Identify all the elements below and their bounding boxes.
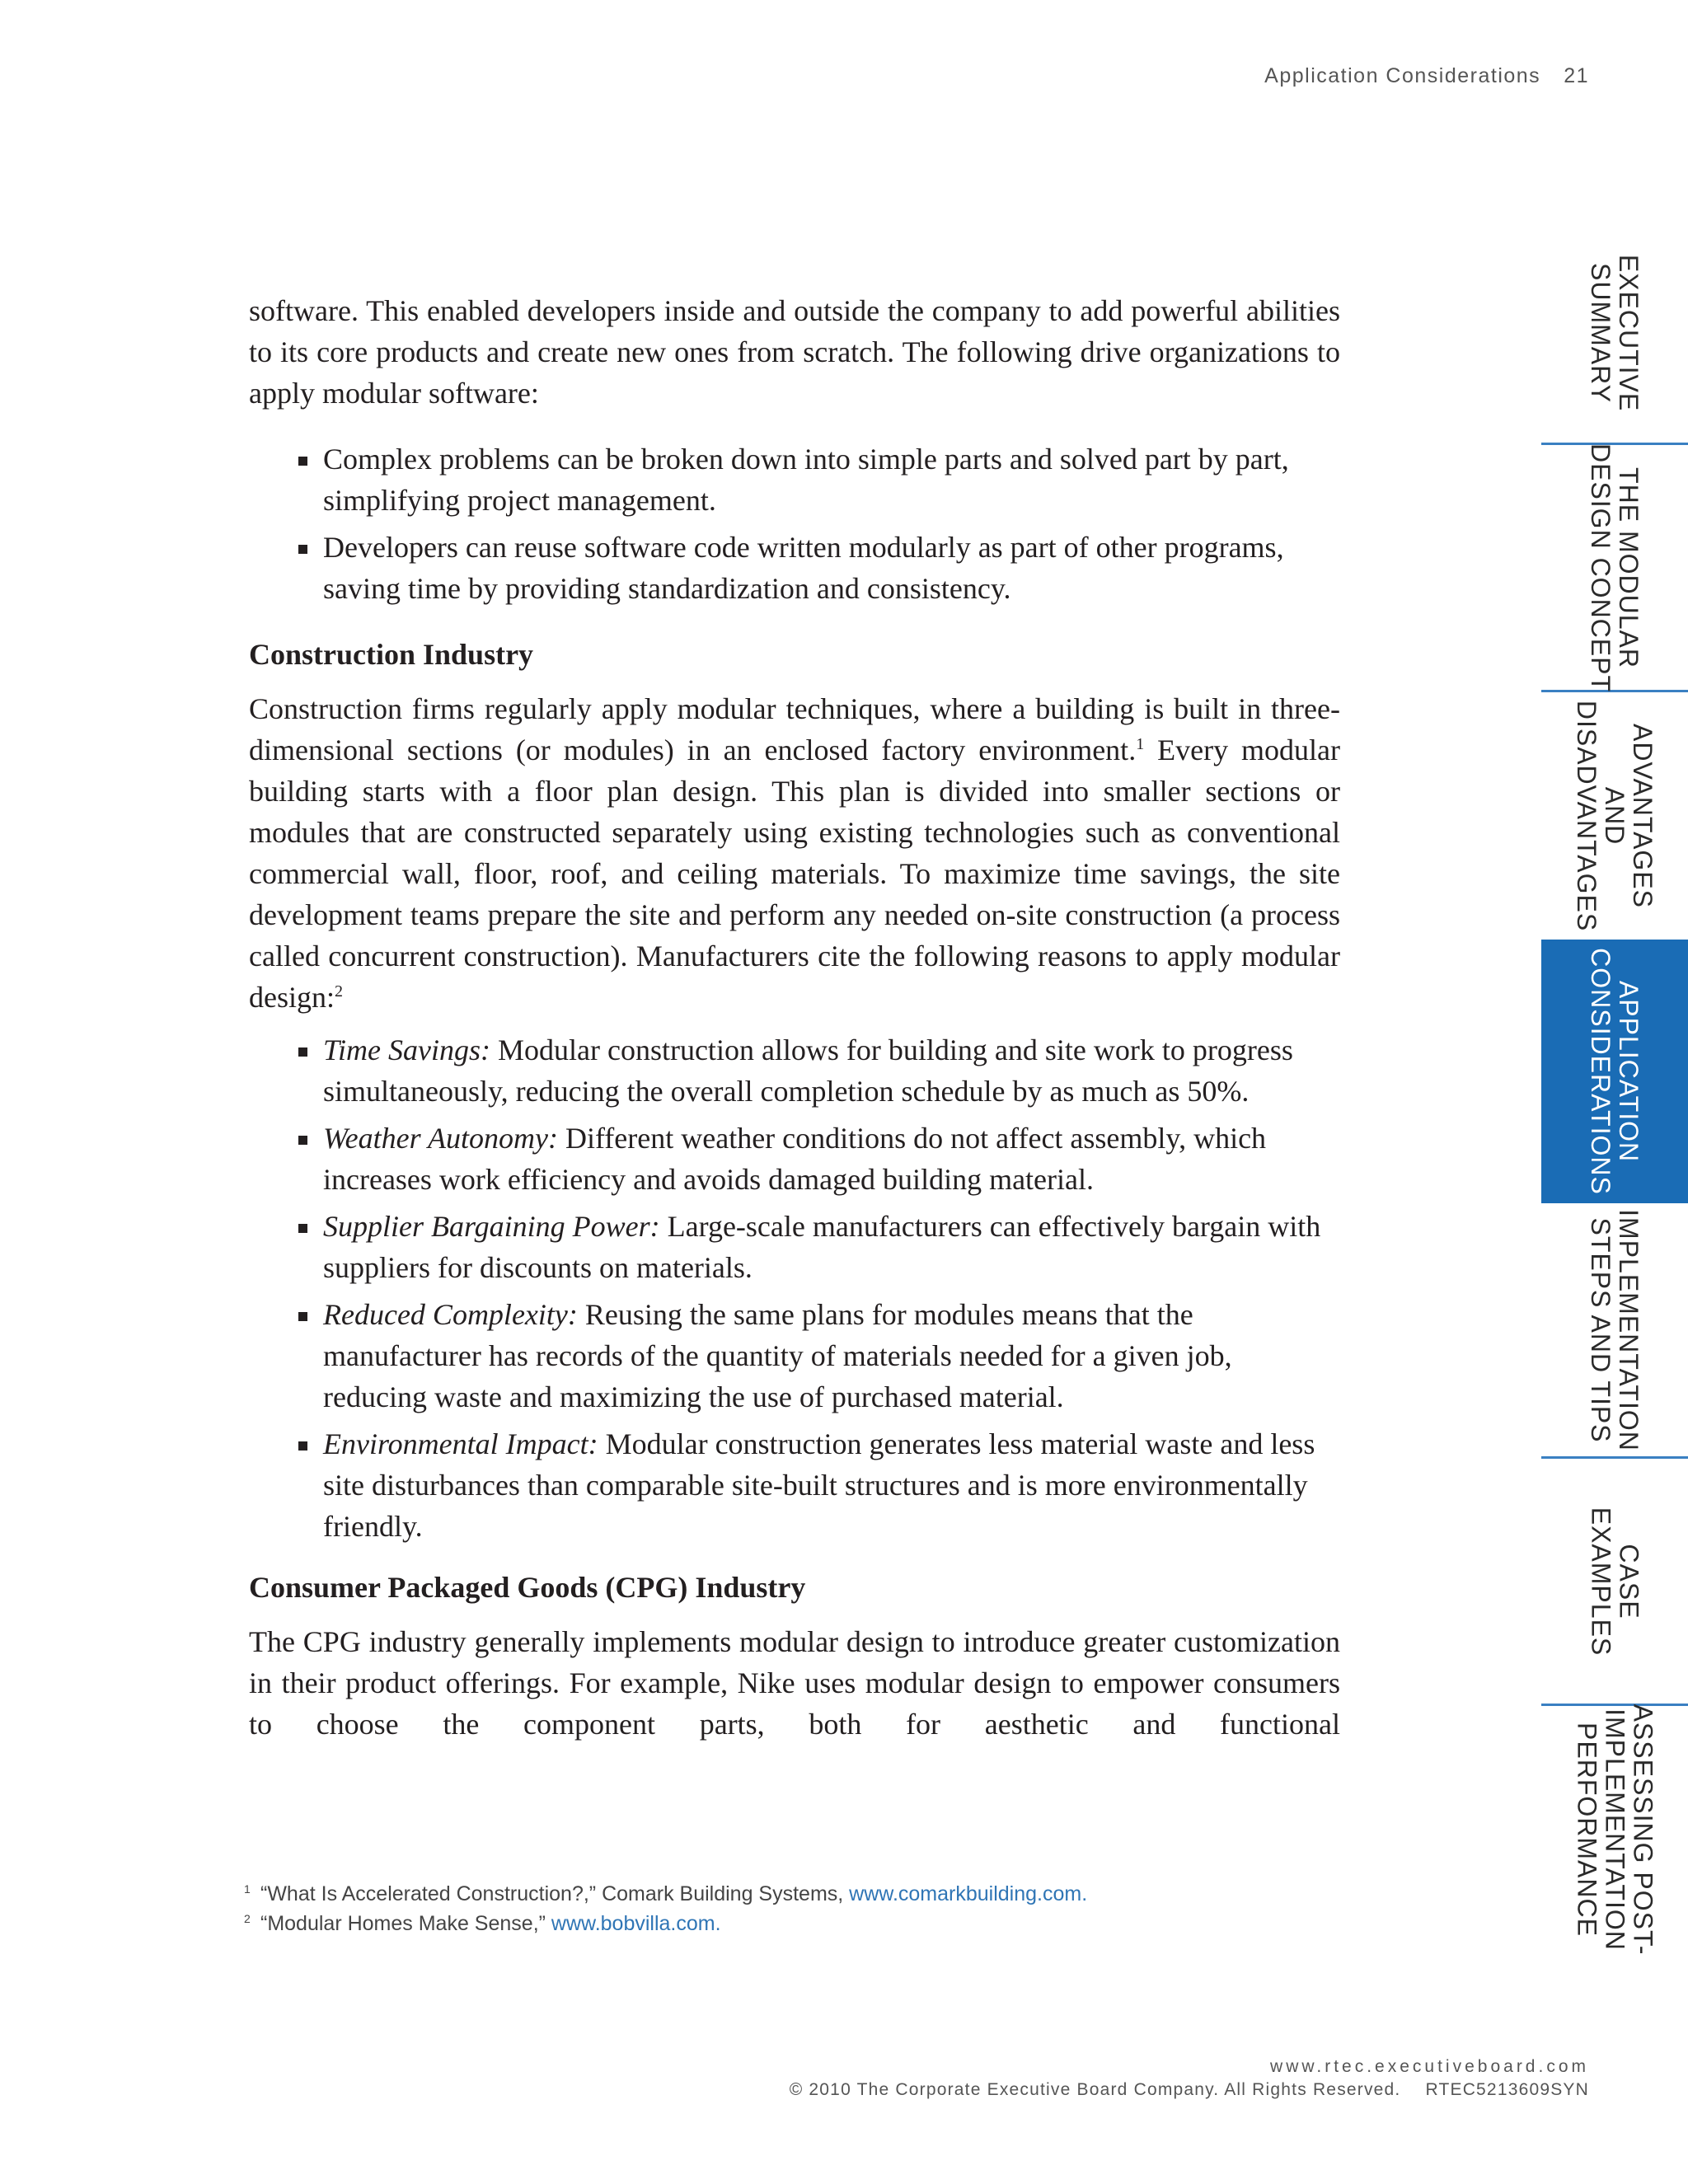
footer-copyright: © 2010 The Corporate Executive Board Company. All Rights Reserved. [789,2080,1401,2099]
bullet-term: Weather Autonomy: [323,1122,558,1155]
footnote-text: “Modular Homes Make Sense,” [260,1912,551,1935]
tab-label: APPLICATION CONSIDERATIONS [1586,948,1643,1195]
bullet-text: Large-scale manufacturers can effectively bargain with suppliers for discounts on materials. [323,1210,1321,1284]
bullet-text: Modular construction allows for building and site work to progress simultaneously, reducing the overall completion schedule by as much as 50%. [323,1033,1293,1108]
sidenav-tab-advantages-disadvantages[interactable] [1541,692,1688,940]
page-footer [790,2055,1589,2102]
intro-paragraph: software. This enabled developers inside and outside the company to add powerful abilities to its core products and create new ones from scratch. The following drive organizations to apply modular software: [249,294,1340,410]
software-reasons-list [249,438,1340,609]
sidenav-tab-implementation-steps[interactable] [1541,1203,1688,1459]
footnote-link[interactable]: www.bobvilla.com. [551,1912,721,1935]
footnote-number: 1 [244,1882,251,1896]
list-item: Developers can reuse software code written modularly as part of other programs, saving time by providing standardization and consistency. [323,527,1340,609]
list-item: Complex problems can be broken down into simple parts and solved part by part, simplifying project management. [323,438,1340,521]
footnote [244,1879,1365,1909]
tab-label: ADVANTAGES AND DISADVANTAGES [1572,700,1658,932]
bullet-term: Reduced Complexity: [323,1298,578,1331]
footer-doc-code: RTEC5213609SYN [1425,2080,1589,2099]
list-item [323,1029,1340,1112]
cpg-paragraph: The CPG industry generally implements modular design to introduce greater customization in their product offerings. For example, Nike uses modular design to empower consumers to choose the component parts, both for aesthetic and functional [249,1625,1340,1741]
footer-url[interactable]: www.rtec.executiveboard.com [1270,2057,1589,2076]
tab-label: ASSESSING POST- IMPLEMENTATION PERFORMANCE [1572,1704,1658,1956]
list-item [323,1294,1340,1418]
footnote-text: “What Is Accelerated Construction?,” Comark Building Systems, [260,1882,850,1905]
footnote-link[interactable]: www.comarkbuilding.com. [849,1882,1088,1905]
footnote-ref-1[interactable]: 1 [1136,735,1145,753]
main-content [249,290,1340,1745]
footnotes [244,1879,1365,1938]
bullet-text: Different weather conditions do not affect assembly, which increases work efficiency and avoids damaged building material. [323,1122,1267,1196]
sidenav-tab-case-examples[interactable] [1541,1459,1688,1706]
list-item [323,1423,1340,1547]
construction-reasons-list [249,1029,1340,1547]
page-number: 21 [1564,64,1589,87]
construction-text-a: Construction firms regularly apply modular techniques, where a building is built in three-dimensional sections (or modules) in an enclosed factory environment. [249,692,1340,766]
section-sidenav [1541,223,1688,1978]
tab-label: THE MODULAR DESIGN CONCEPT [1586,443,1643,692]
bullet-term: Environmental Impact: [323,1427,598,1460]
tab-label: EXECUTIVE SUMMARY [1586,254,1643,411]
construction-paragraph [249,688,1340,1018]
bullet-text: Reusing the same plans for modules means that the manufacturer has records of the quantity of materials needed for a given job, reducing waste and maximizing the use of purchased material. [323,1298,1232,1413]
footnote-number: 2 [244,1912,251,1925]
bullet-text: Modular construction generates less material waste and less site disturbances than comparable site-built structures and is more environmentally friendly. [323,1427,1315,1543]
section-title: Application Considerations [1264,64,1541,87]
tab-label: IMPLEMENTATION STEPS AND TIPS [1586,1208,1643,1451]
list-item [323,1206,1340,1288]
sidenav-tab-application-considerations[interactable] [1541,940,1688,1203]
sidenav-tab-executive-summary[interactable] [1541,223,1688,445]
footnote [244,1909,1365,1938]
bullet-term: Time Savings: [323,1033,490,1066]
tab-label: CASE EXAMPLES [1586,1507,1644,1656]
construction-heading: Construction Industry [249,638,534,671]
bullet-term: Supplier Bargaining Power: [323,1210,660,1243]
construction-text-b: Every modular building starts with a floor plan design. This plan is divided into smaller sections or modules that are constructed separately using existing technologies such as conventional commercial wall, floor, roof, and ceiling materials. To maximize time savings, the site development teams prepare the site and perform any needed on-site construction (a process called concurrent construction). Manufacturers cite the following reasons to apply modular design: [249,733,1340,1014]
sidenav-tab-assessing-performance[interactable] [1541,1704,1688,1956]
running-header [1264,64,1589,88]
cpg-heading: Consumer Packaged Goods (CPG) Industry [249,1571,806,1604]
sidenav-tab-modular-design-concept[interactable] [1541,445,1688,692]
list-item [323,1118,1340,1200]
footnote-ref-2[interactable]: 2 [335,982,343,1001]
